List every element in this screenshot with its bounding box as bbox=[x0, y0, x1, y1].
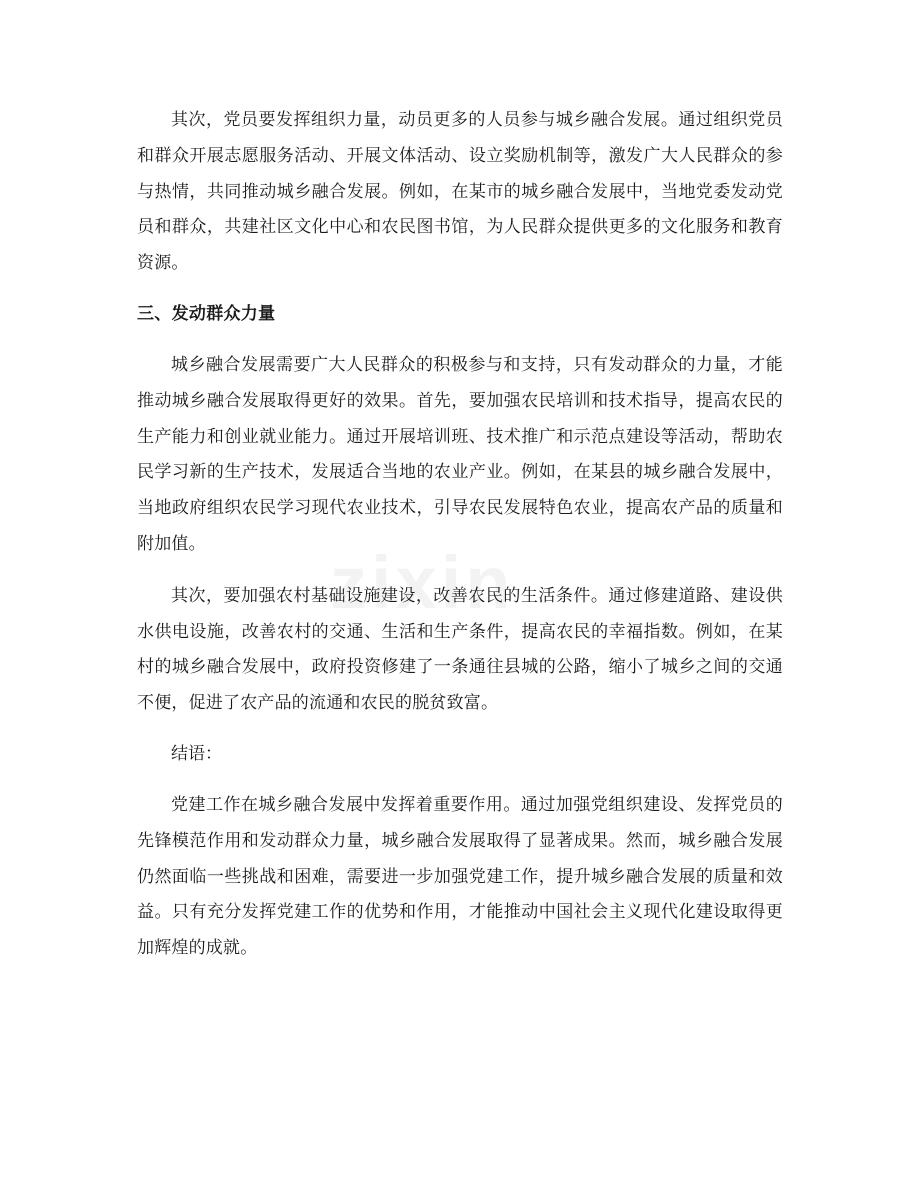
paragraph-conclusion: 党建工作在城乡融合发展中发挥着重要作用。通过加强党组织建设、发挥党员的先锋模范作用和发动群众力量，城乡融合发展取得了显著成果。然而，城乡融合发展仍然面临一些挑战和困难，需要进一步加强党建工作，提升城乡融合发展的质量和效益。只有充分发挥党建工作的优势和作用，才能推动中国社会主义现代化建设取得更加辉煌的成就。 bbox=[137, 794, 783, 959]
document-body bbox=[137, 103, 783, 983]
conclusion-label: 结语： bbox=[171, 743, 222, 764]
paragraph-farmer-training: 城乡融合发展需要广大人民群众的积极参与和支持，只有发动群众的力量，才能推动城乡融合发展取得更好的效果。首先，要加强农民培训和技术指导，提高农民的生产能力和创业就业能力。通过开展培训班、技术推广和示范点建设等活动，帮助农民学习新的生产技术，发展适合当地的农业产业。例如，在某县的城乡融合发展中，当地政府组织农民学习现代农业技术，引导农民发展特色农业，提高农产品的质量和附加值。 bbox=[137, 354, 783, 554]
section-heading-mobilize-masses: 三、发动群众力量 bbox=[137, 303, 276, 324]
paragraph-mobilize-party-members: 其次，党员要发挥组织力量，动员更多的人员参与城乡融合发展。通过组织党员和群众开展志愿服务活动、开展文体活动、设立奖励机制等，激发广大人民群众的参与热情，共同推动城乡融合发展。例如，在某市的城乡融合发展中，当地党委发动党员和群众，共建社区文化中心和农民图书馆，为人民群众提供更多的文化服务和教育资源。 bbox=[137, 110, 783, 274]
paragraph-rural-infrastructure: 其次，要加强农村基础设施建设，改善农民的生活条件。通过修建道路、建设供水供电设施，改善农村的交通、生活和生产条件，提高农民的幸福指数。例如，在某村的城乡融合发展中，政府投资修建了一条通往县城的公路，缩小了城乡之间的交通不便，促进了农产品的流通和农民的脱贫致富。 bbox=[137, 585, 783, 714]
